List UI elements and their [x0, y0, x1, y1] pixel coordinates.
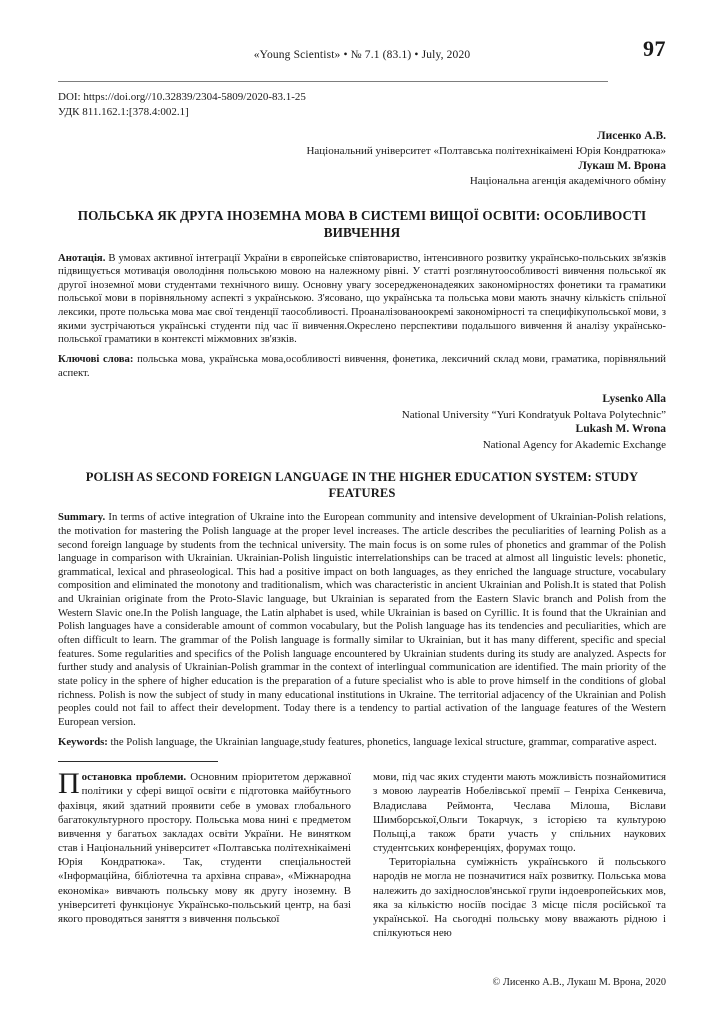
- copyright-line: © Лисенко А.В., Лукаш М. Врона, 2020: [492, 977, 666, 988]
- keywords-label-uk: Ключові слова:: [58, 352, 134, 365]
- body-columns: [58, 767, 666, 940]
- journal-issue-line: «Young Scientist» • № 7.1 (83.1) • July, 2020: [253, 49, 471, 61]
- abstract-text-uk: В умовах активної інтеграції України в європейське співтовариство, інтенсивного розвитку українсько-польських зв'язків підвищується мотивація оволодіння польською мовою на належному рівні. У статті розглянутоособливості вивчення польської як другої іноземної мови студентами технічного вишу. Основну увагу зосередженонадеяких закономірностях фонетики та граматики польської мови в порівняльному аспекті з українською. З'ясовано, що українська та польська мови мають значну кількість спільної лексики, проте польська мова має свої тенденції таособливості. Проаналізованоокремі закономірності та специфікупольської мови, з якими зустрічаються українські студенти під час її вивчення.Окреслено перспективи подальшого вивчення й аналізу українсько-польської граматики в контексті міжмовних зв'язків.: [58, 251, 667, 346]
- abstract-label-en: Summary.: [58, 511, 106, 524]
- drop-cap: П: [58, 767, 80, 801]
- section-divider: [58, 761, 218, 762]
- article-title-en: POLISH AS SECOND FOREIGN LANGUAGE IN THE HIGHER EDUCATION SYSTEM: STUDY FEATURES: [85, 469, 639, 500]
- author-name: Lysenko Alla: [602, 393, 666, 406]
- article-title-uk: ПОЛЬСЬКА ЯК ДРУГА ІНОЗЕМНА МОВА В СИСТЕМІ ВИЩОЇ ОСВІТИ: ОСОБЛИВОСТІ ВИВЧЕННЯ: [77, 208, 647, 241]
- keywords-label-en: Keywords:: [58, 735, 108, 748]
- body-column-left: [58, 767, 351, 940]
- author-name: Лукаш М. Врона: [578, 160, 666, 173]
- body-paragraph: мови, під час яких студенти мають можливість познайомитися з мовою лауреатів Нобелівської премії – Генріха Сенкевича, Владислава Реймонта, Чеслава Мілоша, Віслави Шимборської,Ольги Токарчук, з історією та культурою Польщі,а також брати участь у спільних наукових студентських конференціях, форумах тощо.: [373, 771, 666, 855]
- body-paragraph: [58, 767, 351, 926]
- abstract-uk: [58, 252, 666, 347]
- header-divider: [58, 81, 608, 82]
- doi-line[interactable]: DOI: https://doi.org//10.32839/2304-5809/2020-83.1-25: [58, 91, 306, 103]
- authors-block-uk: [58, 129, 666, 189]
- keywords-uk: [58, 353, 666, 380]
- author-affiliation: Національний університет «Полтавська політехнікаімені Юрія Кондратюка»: [306, 145, 666, 158]
- body-text: Основним пріоритетом державної політики у сфері вищої освіти є підготовка майбутнього фахівця, який здатний проявити себе в умовах глобального багатокультурного простору. Польська мова нині є предметом вивчення у багатьох закладах освіти України. Не винятком став і Національний університет «Полтавська політехнікаімені Юрія Кондратюка». Так, студенти спеціальностей «Інформаційна, бібліотечна та архівна справа», «Міжнародна економіка» вивчають польську мову як другу іноземну. В університеті функціонує Українсько-польський центр, на базі якого проводяться заняття з вивчення польської: [58, 771, 351, 925]
- abstract-text-en: In terms of active integration of Ukraine into the European community and intensive development of Ukrainian-Polish relations, the motivation for mastering the Polish language at the proper level increases. The article describes the peculiarities of learning Polish as a second foreign language by students from the technical university. The main focus is on some rules of phonetics and grammar of the Polish language in comparison with Ukrainian. Ukrainian-Polish linguistic interrelationships can be traced at almost all linguistic levels: phonetic, grammatical, lexical and phraseological. This had a positive impact on both languages, as they enriched the language structure, vocabulary composition and eliminated the monotony and traditionalism, which was characteristic in ancient Ukrainian and Polish.It is stated that Polish and Ukrainian originate from the Proto-Slavic language, but Ukrainian is separated from the Eastern Slavic branch and Polish from the Western Slavic one.In the Polish language, the Latin alphabet is used, while Ukrainian is based on Cyrillic. It is found that the Ukrainian and Polish languages have a considerable amount of common vocabulary, but the Polish language has its tendencies and peculiarities, which are often difficult to learn. The grammar of the Polish language is formally similar to Ukrainian, but it has many different, specific and special features. Some regularities and specifics of the Polish language encountered by Ukrainian students during its study are analyzed. Aspects for further study and analysis of Ukrainian-Polish grammar in the context of interlingual communication are identified. The main priority of the state policy in the sphere of higher education is the preparation of a future specialist who is able to prove himself in the conditions of global richness. Polish is now the subject of study in many educational institutions in Ukraine. The territorial adjacency of the Ukrainian and Polish peoples could not fail to affect their development. Today there is a tendency to partial activation of the language features of the Western European version.: [58, 511, 666, 728]
- body-paragraph: Територіальна суміжність українського й польського народів не могла не позначитися наїх розвитку. Польська мова належить до західнослов'янської групи індоевропейських мов, яка за кількістю носіїв посідає 3 місце після російської та української. На сьогодні польську мову вважають рідною і спілкуються нею: [373, 856, 666, 940]
- running-head: [58, 36, 666, 82]
- section-heading-lead: остановка проблеми.: [81, 771, 187, 784]
- keywords-text-uk: польська мова, українська мова,особливості вивчення, фонетика, лексичний склад мови, граматика, порівняльний аспект.: [58, 352, 667, 379]
- author-name: Lukash M. Wrona: [575, 423, 666, 436]
- abstract-en: [58, 511, 666, 729]
- page-number: 97: [643, 36, 666, 61]
- udc-line: УДК 811.162.1:[378.4:002.1]: [58, 105, 189, 118]
- abstract-label-uk: Анотація.: [58, 251, 106, 264]
- identifier-block: [58, 90, 666, 120]
- keywords-en: [58, 736, 666, 750]
- authors-block-en: [58, 392, 666, 452]
- keywords-text-en: the Polish language, the Ukrainian language,study features, phonetics, language lexical structure, grammar, comparative aspect.: [110, 735, 657, 748]
- author-affiliation: National University “Yuri Kondratyuk Poltava Polytechnic”: [401, 408, 666, 421]
- body-column-right: [373, 770, 666, 940]
- author-name: Лисенко А.В.: [597, 129, 666, 142]
- author-affiliation: National Agency for Akademic Exchange: [482, 438, 666, 451]
- author-affiliation: Національна агенція академічного обміну: [469, 175, 666, 188]
